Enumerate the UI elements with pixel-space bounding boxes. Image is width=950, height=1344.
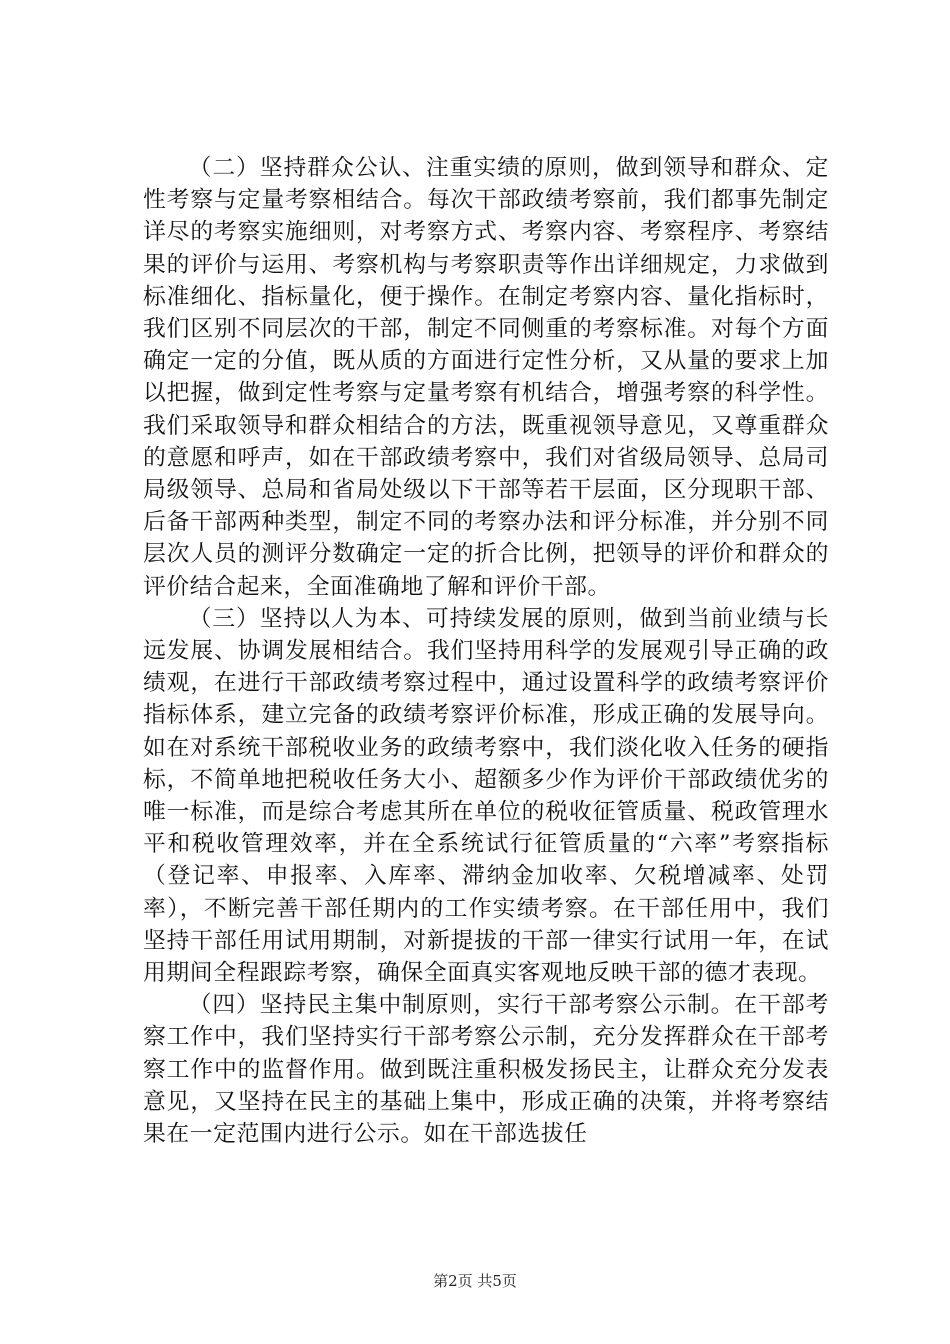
- paragraph-4: （四）坚持民主集中制原则，实行干部考察公示制。在干部考察工作中，我们坚持实行干部考察公示制，充分发挥群众在干部考察工作中的监督作用。做到既注重积极发扬民主，让群众充分发表意见，又坚持在民主的基础上集中，形成正确的决策，并将考察结果在一定范围内进行公示。如在干部选拔任: [143, 992, 829, 1148]
- page-number-footer: 第2页 共5页: [433, 1272, 517, 1290]
- paragraph-3: （三）坚持以人为本、可持续发展的原则，做到当前业绩与长远发展、协调发展相结合。我们坚持用科学的发展观引导正确的政绩观，在进行干部政绩考察过程中，通过设置科学的政绩考察评价指标体系，建立完备的政绩考察评价标准，形成正确的发展导向。如在对系统干部税收业务的政绩考察中，我们淡化收入任务的硬指标，不简单地把税收任务大小、超额多少作为评价干部政绩优劣的唯一标准，而是综合考虑其所在单位的税收征管质量、税政管理水平和税收管理效率，并在全系统试行征管质量的“六率”考察指标（登记率、申报率、入库率、滞纳金加收率、欠税增减率、处罚率），不断完善干部任期内的工作实绩考察。在干部任用中，我们坚持干部任用试用期制，对新提拔的干部一律实行试用一年，在试用期间全程跟踪考察，确保全面真实客观地反映干部的德才表现。: [143, 605, 829, 987]
- paragraph-2: （二）坚持群众公认、注重实绩的原则，做到领导和群众、定性考察与定量考察相结合。每次干部政绩考察前，我们都事先制定详尽的考察实施细则，对考察方式、考察内容、考察程序、考察结果的评价与运用、考察机构与考察职责等作出详细规定，力求做到标准细化、指标量化，便于操作。在制定考察内容、量化指标时，我们区别不同层次的干部，制定不同侧重的考察标准。对每个方面确定一定的分值，既从质的方面进行定性分析，又从量的要求上加以把握，做到定性考察与定量考察有机结合，增强考察的科学性。我们采取领导和群众相结合的方法，既重视领导意见，又尊重群众的意愿和呼声，如在干部政绩考察中，我们对省级局领导、总局司局级领导、总局和省局处级以下干部等若干层面，区分现职干部、后备干部两种类型，制定不同的考察办法和评分标准，并分别不同层次人员的测评分数确定一定的折合比例，把领导的评价和群众的评价结合起来，全面准确地了解和评价干部。: [143, 155, 829, 600]
- document-body: [143, 152, 829, 1150]
